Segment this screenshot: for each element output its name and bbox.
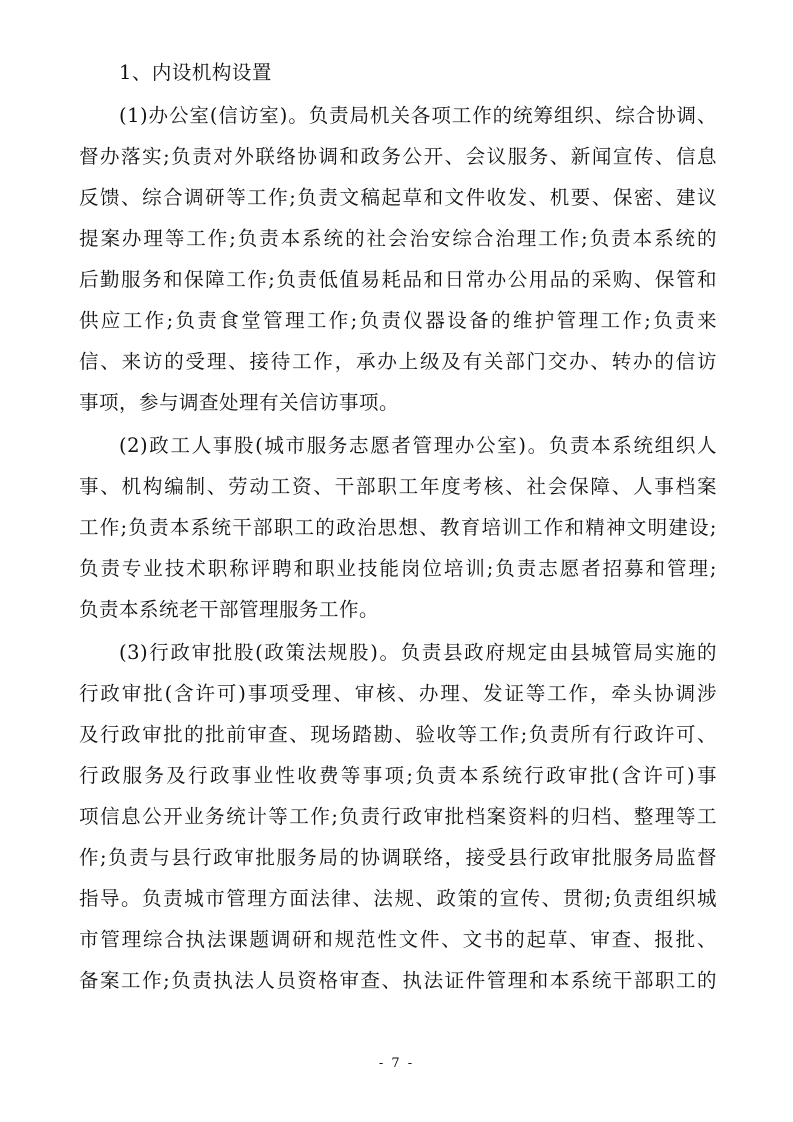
paragraph-line: 指导。负责城市管理方面法律、法规、政策的宣传、贯彻;负责组织城 — [79, 887, 717, 910]
paragraph-line: (2)政工人事股(城市服务志愿者管理办公室)。负责本系统组织人 — [119, 434, 717, 457]
paragraph-line: 负责专业技术职称评聘和职业技能岗位培训;负责志愿者招募和管理; — [79, 557, 717, 580]
paragraph-line: 后勤服务和保障工作;负责低值易耗品和日常办公用品的采购、保管和 — [79, 268, 717, 291]
paragraph-line: 供应工作;负责食堂管理工作;负责仪器设备的维护管理工作;负责来 — [79, 309, 717, 332]
paragraph-line: 提案办理等工作;负责本系统的社会治安综合治理工作;负责本系统的 — [79, 227, 717, 250]
paragraph-line: 行政服务及行政事业性收费等事项;负责本系统行政审批(含许可)事 — [79, 764, 717, 787]
paragraph-line: 事、机构编制、劳动工资、干部职工年度考核、社会保障、人事档案 — [79, 475, 717, 498]
paragraph-line: 及行政审批的批前审查、现场踏勘、验收等工作;负责所有行政许可、 — [79, 723, 717, 746]
paragraph-office — [79, 95, 717, 423]
paragraph-line: 负责本系统老干部管理服务工作。 — [79, 598, 380, 621]
paragraph-line: 工作;负责本系统干部职工的政治思想、教育培训工作和精神文明建设; — [79, 516, 717, 539]
paragraph-line: (3)行政审批股(政策法规股)。负责县政府规定由县城管局实施的 — [119, 641, 717, 664]
paragraph-line: 行政审批(含许可)事项受理、审核、办理、发证等工作，牵头协调涉 — [79, 682, 717, 705]
paragraph-line: 市管理综合执法课题调研和规范性文件、文书的起草、审查、报批、 — [79, 928, 717, 951]
paragraph-line: 事项，参与调查处理有关信访事项。 — [79, 391, 400, 414]
paragraph-line: (1)办公室(信访室)。负责局机关各项工作的统筹组织、综合协调、 — [119, 104, 717, 127]
paragraph-personnel — [79, 425, 717, 630]
paragraph-line: 督办落实;负责对外联络协调和政务公开、会议服务、新闻宣传、信息 — [79, 145, 717, 168]
paragraph-line: 反馈、综合调研等工作;负责文稿起草和文件收发、机要、保密、建议 — [79, 186, 717, 209]
document-body — [79, 52, 717, 1001]
paragraph-line: 项信息公开业务统计等工作;负责行政审批档案资料的归档、整理等工 — [79, 805, 717, 828]
paragraph-line: 作;负责与县行政审批服务局的协调联络，接受县行政审批服务局监督 — [79, 846, 717, 869]
paragraph-approval — [79, 632, 717, 1001]
section-heading: 1、内设机构设置 — [119, 61, 272, 84]
paragraph-line: 备案工作;负责执法人员资格审查、执法证件管理和本系统干部职工的 — [79, 969, 717, 992]
page-number: - 7 - — [378, 1056, 415, 1071]
paragraph-line: 信、来访的受理、接待工作，承办上级及有关部门交办、转办的信访 — [79, 350, 717, 373]
